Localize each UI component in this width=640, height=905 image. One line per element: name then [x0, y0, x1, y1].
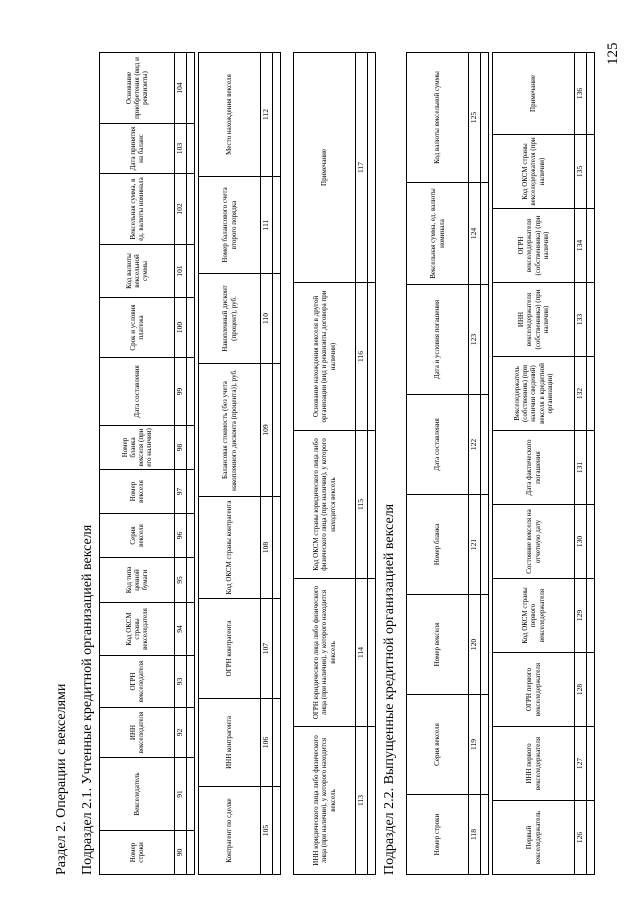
- t5-header: ОГРН первого векселедержателя: [493, 653, 575, 727]
- t1-col-number: 92: [175, 708, 187, 758]
- t2-col-number: 110: [261, 274, 273, 364]
- t2-header: Код ОКСМ страны контрагента: [199, 497, 261, 599]
- t4-col-number: 121: [469, 495, 481, 595]
- t5-header: Код ОКСМ страны первого векселедержателя: [493, 579, 575, 653]
- t4-header: Номер векселя: [407, 595, 469, 695]
- table-issued-bills: [406, 52, 489, 875]
- t4-col-number: 123: [469, 285, 481, 395]
- t5-header: Примечание: [493, 53, 575, 135]
- t2-col-number: 111: [261, 177, 273, 274]
- t1-col-number: 104: [175, 53, 187, 124]
- t3-header: ОГРН юридического лица либо физического лица (при наличии), у которого находится вексель: [294, 579, 356, 727]
- t4-col-number: 119: [469, 695, 481, 795]
- t5-col-number: 131: [575, 431, 587, 505]
- t4-col-number: 124: [469, 183, 481, 285]
- t5-header: ОГРН векселедержателя (собственника) (при наличии): [493, 209, 575, 283]
- section-title: Раздел 2. Операции с векселями: [54, 683, 69, 875]
- t3-header: Примечание: [294, 53, 356, 283]
- t3-header: Код ОКСМ страны юридического лица либо физического лица (при наличии), у которого находится вексель: [294, 431, 356, 579]
- t1-header: Код ОКСМ страны векселедателя: [100, 603, 175, 656]
- t1-header: Номер бланка векселя (при его наличии): [100, 426, 175, 470]
- t1-col-number: 100: [175, 298, 187, 358]
- t1-header: ИНН векселедателя: [100, 708, 175, 758]
- t4-header: Серия векселя: [407, 695, 469, 795]
- t5-col-number: 130: [575, 505, 587, 579]
- t4-header: Вексельная сумма, ед. валюты номинала: [407, 183, 469, 285]
- t4-col-number: 118: [469, 795, 481, 875]
- t5-header: Дата фактического погашения: [493, 431, 575, 505]
- t1-header: Код валюты вексельной суммы: [100, 245, 175, 298]
- t5-col-number: 134: [575, 209, 587, 283]
- t5-col-number: 128: [575, 653, 587, 727]
- t2-col-number: 108: [261, 497, 273, 599]
- t3-col-number: 114: [356, 579, 368, 727]
- t5-header: Первый векселедержатель: [493, 801, 575, 875]
- t3-col-number: 115: [356, 431, 368, 579]
- t5-col-number: 136: [575, 53, 587, 135]
- t3-header: Основание нахождения векселя в другой организации (вид и реквизиты договора при наличии): [294, 283, 356, 431]
- t2-col-number: 112: [261, 53, 273, 177]
- t5-col-number: 132: [575, 357, 587, 431]
- t5-col-number: 129: [575, 579, 587, 653]
- t2-header: ИНН контрагента: [199, 699, 261, 787]
- t4-header: Дата составления: [407, 395, 469, 495]
- t2-col-number: 105: [261, 787, 273, 875]
- t1-header: Основание приобретения (вид и реквизиты): [100, 53, 175, 124]
- t2-header: ОГРН контрагента: [199, 599, 261, 699]
- t4-header: Дата и условия погашения: [407, 285, 469, 395]
- t1-col-number: 90: [175, 831, 187, 875]
- subsection-2-title: Подраздел 2.2. Выпущенные кредитной организацией векселя: [382, 503, 397, 875]
- t1-header: Векселедатель: [100, 758, 175, 831]
- t2-header: Балансовая стоимость (без учета накопленного дисконта (процента)), руб.: [199, 364, 261, 497]
- t5-col-number: 133: [575, 283, 587, 357]
- t1-col-number: 93: [175, 656, 187, 708]
- t1-col-number: 96: [175, 514, 187, 558]
- t2-col-number: 107: [261, 599, 273, 699]
- t1-header: Дата принятия на баланс: [100, 124, 175, 174]
- t5-col-number: 127: [575, 727, 587, 801]
- t2-header: Накопленный дисконт (процент), руб.: [199, 274, 261, 364]
- t1-col-number: 94: [175, 603, 187, 656]
- t1-col-number: 102: [175, 174, 187, 245]
- t1-header: Серия векселя: [100, 514, 175, 558]
- t5-header: Состояние векселя на отчетную дату: [493, 505, 575, 579]
- t2-header: Номер балансового счета второго порядка: [199, 177, 261, 274]
- t1-col-number: 91: [175, 758, 187, 831]
- table-bill-holder: [293, 52, 376, 875]
- t1-header: ОГРН векселедателя: [100, 656, 175, 708]
- t1-col-number: 99: [175, 358, 187, 426]
- t1-header: Номер векселя: [100, 470, 175, 514]
- table-accounted-bills: [99, 52, 195, 875]
- t2-header: Место нахождения векселя: [199, 53, 261, 177]
- t4-col-number: 125: [469, 53, 481, 183]
- t1-header: Вексельная сумма, в ед. валюты номинала: [100, 174, 175, 245]
- t1-header: Дата составления: [100, 358, 175, 426]
- t3-col-number: 117: [356, 53, 368, 283]
- t4-col-number: 122: [469, 395, 481, 495]
- t4-header: Номер бланка: [407, 495, 469, 595]
- t3-col-number: 113: [356, 727, 368, 875]
- t1-col-number: 101: [175, 245, 187, 298]
- t3-header: ИНН юридического лица либо физического лица (при наличии), у которого находится вексель: [294, 727, 356, 875]
- page-number: 125: [605, 42, 621, 65]
- t4-header: Код валюты вексельной суммы: [407, 53, 469, 183]
- t1-header: Срок и условия платежа: [100, 298, 175, 358]
- t1-col-number: 98: [175, 426, 187, 470]
- subsection-1-title: Подраздел 2.1. Учтенные кредитной организацией векселя: [80, 524, 95, 875]
- t5-header: ИНН векселедержателя (собственника) (при наличии): [493, 283, 575, 357]
- t3-col-number: 116: [356, 283, 368, 431]
- table-bill-holders-issued: [492, 52, 595, 875]
- t5-header: ИНН первого векселедержателя: [493, 727, 575, 801]
- t1-header: Номер строки: [100, 831, 175, 875]
- t1-col-number: 95: [175, 558, 187, 603]
- t5-header: Код ОКСМ страны векселедержателя (при наличии): [493, 135, 575, 209]
- t4-col-number: 120: [469, 595, 481, 695]
- t5-col-number: 135: [575, 135, 587, 209]
- t1-col-number: 103: [175, 124, 187, 174]
- t4-header: Номер строки: [407, 795, 469, 875]
- t2-col-number: 109: [261, 364, 273, 497]
- t2-col-number: 106: [261, 699, 273, 787]
- table-counterparty: [198, 52, 281, 875]
- t5-header: Векселедержатель (собственник) (при наличии сведений) векселя в кредитной организации): [493, 357, 575, 431]
- t1-col-number: 97: [175, 470, 187, 514]
- t5-col-number: 126: [575, 801, 587, 875]
- t1-header: Код типа ценной бумаги: [100, 558, 175, 603]
- t2-header: Контрагент по сделке: [199, 787, 261, 875]
